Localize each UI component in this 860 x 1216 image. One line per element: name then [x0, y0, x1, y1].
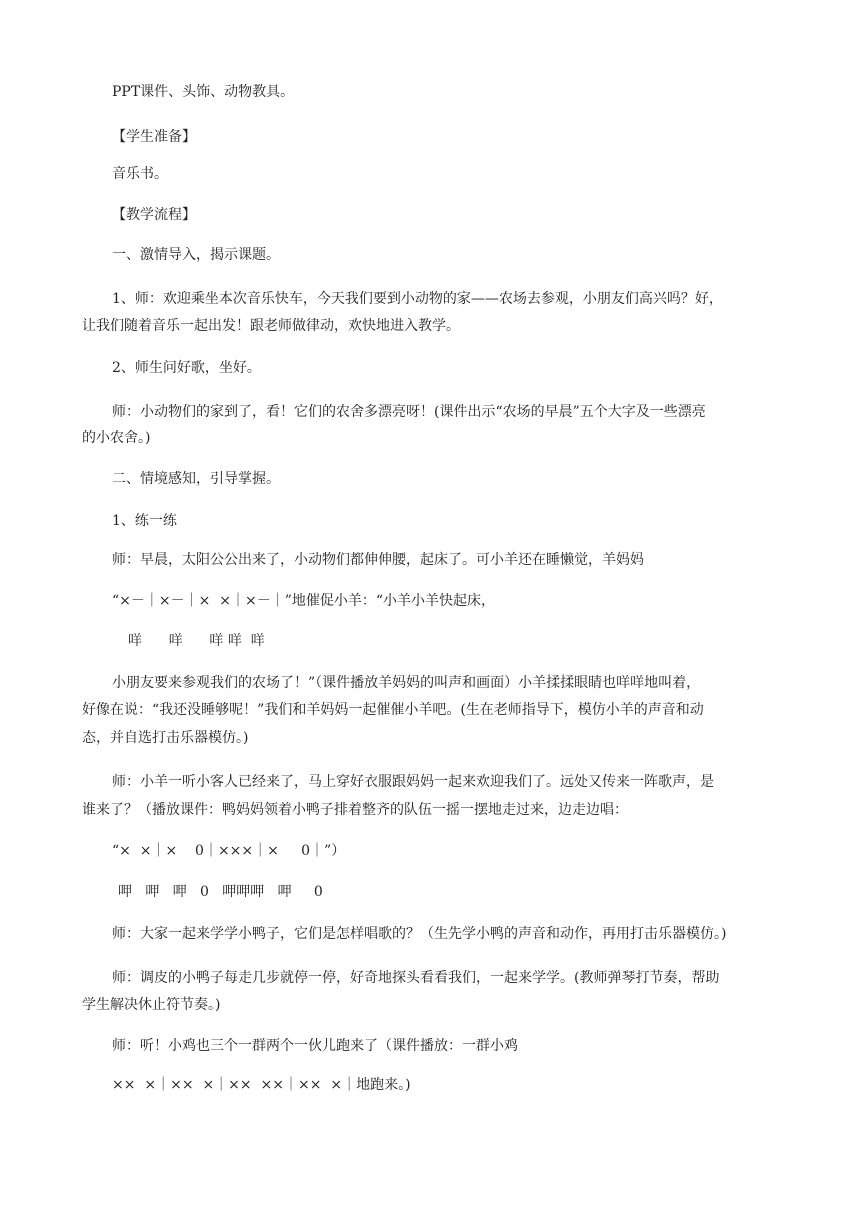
- paragraph-line: 师：调皮的小鸭子每走几步就停一停，好奇地探头看看我们，一起来学学。(教师弹琴打节奏，帮助: [112, 970, 720, 986]
- student-prep-heading: 【学生准备】: [112, 129, 196, 145]
- lyrics-line: 呷 呷 呷 0 呷呷呷 呷 0: [118, 884, 323, 900]
- paragraph-line: 师：小羊一听小客人已经来了，马上穿好衣服跟妈妈一起来欢迎我们了。远处又传来一阵歌声，是: [112, 774, 714, 790]
- paragraph-line: 小朋友要来参观我们的农场了！”（课件播放羊妈妈的叫声和画面）小羊揉揉眼睛也咩咩地叫着，: [112, 675, 701, 691]
- paragraph-line: 谁来了？（播放课件：鸭妈妈领着小鸭子排着整齐的队伍一摇一摆地走过来，边走边唱：: [82, 802, 628, 818]
- student-prep-text: 音乐书。: [112, 166, 168, 182]
- paragraph-line: 的小农舍。): [82, 430, 151, 446]
- paragraph-line: 好像在说：“我还没睡够呢！”我们和羊妈妈一起催催小羊吧。(生在老师指导下，模仿小羊的声音和动: [82, 702, 704, 718]
- paragraph-line: 师：小动物们的家到了，看！它们的农舍多漂亮呀！(课件出示“农场的早晨”五个大字及一些漂亮: [112, 404, 706, 420]
- paragraph-line: 让我们随着音乐一起出发！跟老师做律动，欢快地进入教学。: [82, 318, 460, 334]
- paragraph-line: 师：大家一起来学学小鸭子，它们是怎样唱歌的？（生先学小鸭的声音和动作，再用打击乐器模仿。): [112, 926, 727, 942]
- paragraph-line: 1、师：欢迎乘坐本次音乐快车，今天我们要到小动物的家——农场去参观，小朋友们高兴吗？好，: [112, 291, 723, 307]
- paragraph-line: 师：听！小鸡也三个一群两个一伙儿跑来了（课件播放：一群小鸡: [112, 1038, 518, 1054]
- rhythm-line: “× ×｜× 0｜×××｜× 0｜”）: [112, 843, 346, 859]
- lyrics-line: 咩 咩 咩 咩 咩: [128, 633, 265, 649]
- section-one-heading: 一、激情导入，揭示课题。: [112, 247, 280, 263]
- paragraph-line: 师：早晨，太阳公公出来了，小动物们都伸伸腰，起床了。可小羊还在睡懒觉，羊妈妈: [112, 552, 644, 568]
- section-two-heading: 二、情境感知，引导掌握。: [112, 471, 280, 487]
- rhythm-line: ×× ×｜×× ×｜×× ××｜×× ×｜地跑来。): [112, 1077, 411, 1093]
- paragraph-line: 态，并自选打击乐器模仿。): [82, 730, 249, 746]
- exercise-heading: 1、练一练: [112, 513, 177, 529]
- teaching-process-heading: 【教学流程】: [112, 207, 196, 223]
- paragraph-line: 2、师生问好歌，坐好。: [112, 360, 261, 376]
- rhythm-line: “×－｜×－｜× ×｜×－｜”地催促小羊：“小羊小羊快起床，: [112, 593, 496, 609]
- materials-line: PPT课件、头饰、动物教具。: [112, 84, 295, 100]
- paragraph-line: 学生解决休止符节奏。): [82, 997, 221, 1013]
